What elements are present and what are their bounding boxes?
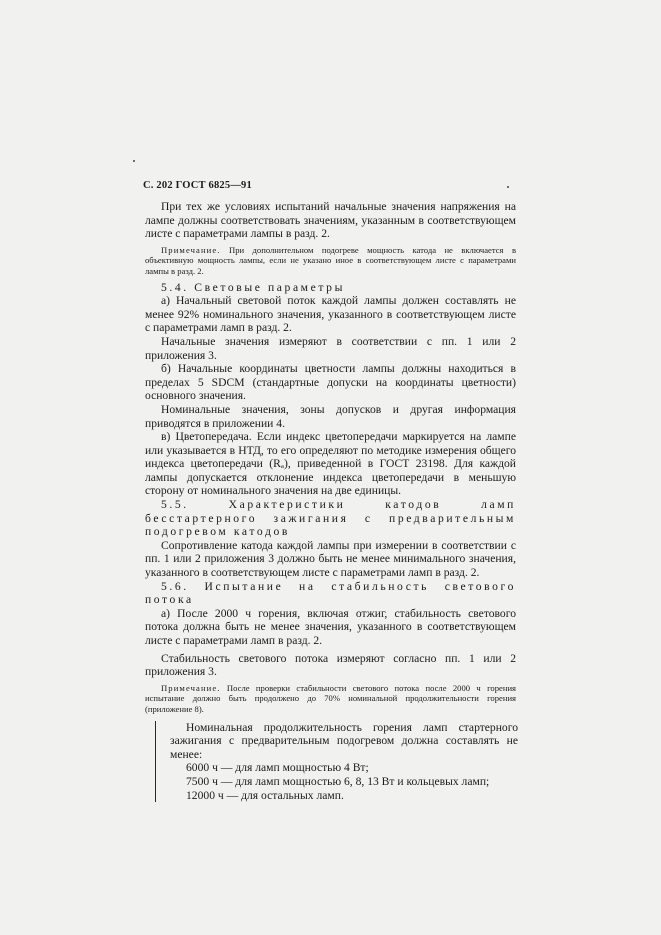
paragraph: б) Начальные координаты цветности лампы должны находиться в пределах 5 SDCM (стандартные допуски на координаты цветности) основного значения. bbox=[145, 362, 516, 403]
note-text: При дополнительном подогреве мощность катода не включается в объективную мощность лампы, если не указано иное в соответствующем листе с параметрами лампы в разд. 2. bbox=[145, 244, 516, 276]
note bbox=[145, 245, 516, 277]
section-heading: 5.4. Световые параметры bbox=[161, 280, 345, 294]
note bbox=[145, 683, 516, 715]
section-heading: 5.5. Характеристики катодов ламп бесстартерного зажигания с предварительным подогревом катодов bbox=[145, 498, 516, 539]
paragraph: Начальные значения измеряют в соответствии с пп. 1 или 2 приложения 3. bbox=[145, 334, 516, 362]
marked-block bbox=[155, 721, 518, 803]
list-item: 7500 ч — для ламп мощностью 6, 8, 13 Вт и кольцевых ламп; bbox=[186, 774, 490, 788]
paragraph: При тех же условиях испытаний начальные значения напряжения на лампе должны соответствовать значениям, указанным в соответствующем листе с параметрами лампы в разд. 2. bbox=[145, 200, 516, 241]
paragraph: а) Начальный световой поток каждой лампы должен составлять не менее 92% номинального значения, указанного в соответствующем листе с параметрами ламп в разд. 2. bbox=[145, 294, 516, 335]
paragraph: Сопротивление катода каждой лампы при измерении в соответствии с пп. 1 или 2 приложения 3 должно быть не менее минимального значения, указанного в соответствующем листе с параметрами ламп в разд. 2. bbox=[145, 538, 516, 580]
list-item: 6000 ч — для ламп мощностью 4 Вт; bbox=[186, 761, 369, 775]
section-heading: 5.6. Испытание на стабильность светового потока bbox=[145, 579, 516, 607]
note-label: Примечание. bbox=[161, 244, 221, 255]
paragraph: Номинальная продолжительность горения ламп стартерного зажигания с предварительным подогревом должна составлять не менее: bbox=[170, 720, 518, 761]
paragraph: Номинальные значения, зоны допусков и другая информация приводятся в приложении 4. bbox=[145, 402, 516, 430]
list-item: 12000 ч — для остальных ламп. bbox=[186, 788, 344, 802]
note-label: Примечание. bbox=[161, 682, 221, 693]
speck bbox=[133, 160, 135, 162]
paragraph: а) После 2000 ч горения, включая отжиг, стабильность светового потока должна быть не менее значения, указанного в соответствующем листе с параметрами ламп в разд. 2. bbox=[145, 606, 516, 647]
speck bbox=[507, 186, 509, 188]
note-text: После проверки стабильности светового потока после 2000 ч горения испытание должно быть продолжено до 70% номинальной продолжительности горения (приложение 8). bbox=[145, 682, 516, 714]
paragraph: Стабильность светового потока измеряют согласно пп. 1 или 2 приложения 3. bbox=[145, 651, 516, 679]
page-header: С. 202 ГОСТ 6825—91 bbox=[143, 180, 252, 191]
paragraph: в) Цветопередача. Если индекс цветопередачи маркируется на лампе или указывается в НТД, то его определяют по методике измерения общего индекса цветопередачи (Rₐ), приведенной в ГОСТ 23198. Для каждой лампы допускается отклонение индекса цветопередачи в меньшую сторону от номинального значения на две единицы. bbox=[145, 430, 516, 498]
document-body bbox=[145, 200, 516, 802]
